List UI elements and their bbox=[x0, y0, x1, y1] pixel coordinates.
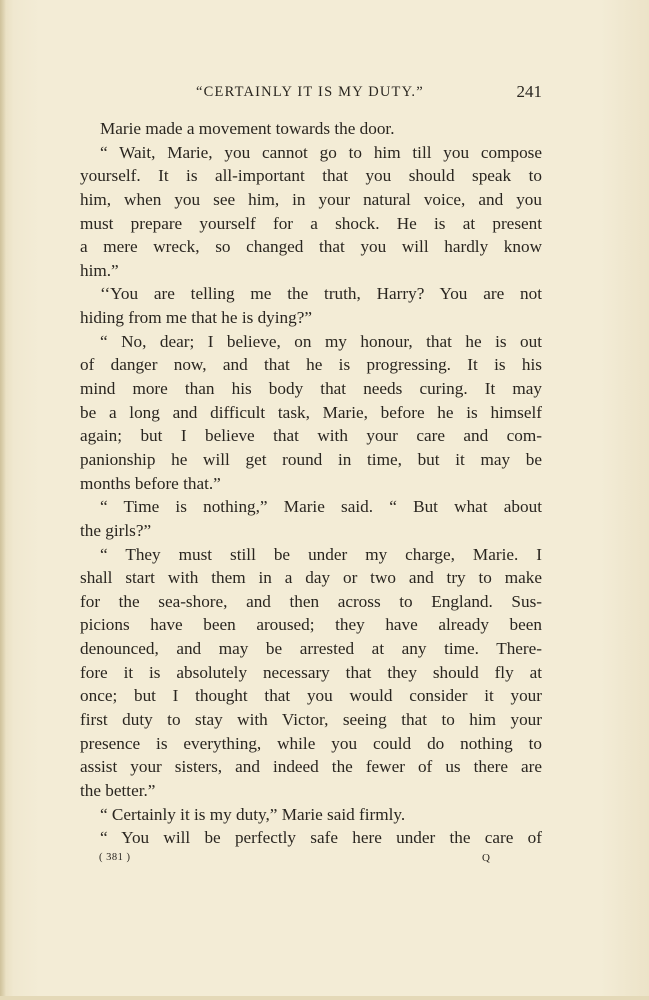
text-line: “ You will be perfectly safe here under the care of bbox=[100, 828, 542, 848]
text-line: for the sea-shore, and then across to England. Sus- bbox=[80, 591, 542, 611]
page-number: 241 bbox=[516, 82, 542, 101]
running-head bbox=[80, 84, 542, 108]
text-line: mind more than his body that needs curing. It may bbox=[80, 379, 542, 399]
text-line: a mere wreck, so changed that you will hardly know bbox=[80, 237, 542, 257]
text-line: first duty to stay with Victor, seeing that to him your bbox=[80, 710, 542, 730]
text-line: “ Time is nothing,” Marie said. “ But what about bbox=[100, 497, 542, 517]
text-line: “ No, dear; I believe, on my honour, that he is out bbox=[100, 331, 542, 351]
text-line: him.” bbox=[80, 260, 119, 280]
text-line: hiding from me that he is dying?” bbox=[80, 308, 312, 328]
text-line: be a long and difficult task, Marie, before he is himself bbox=[80, 402, 542, 422]
text-line: presence is everything, while you could do nothing to bbox=[80, 733, 542, 753]
text-line: shall start with them in a day or two and try to make bbox=[80, 568, 542, 588]
text-line: ‘‘You are telling me the truth, Harry? You are not bbox=[100, 284, 542, 304]
page-bottom-edge bbox=[0, 996, 649, 1000]
text-line: the better.” bbox=[80, 780, 156, 800]
text-line: assist your sisters, and indeed the fewer of us there are bbox=[80, 757, 542, 777]
signature-mark: Q bbox=[482, 852, 490, 864]
binding-edge bbox=[0, 0, 6, 1000]
text-line: again; but I believe that with your care and com- bbox=[80, 426, 542, 446]
text-line: the girls?” bbox=[80, 520, 152, 540]
page-footer bbox=[80, 852, 542, 868]
text-line: Marie made a movement towards the door. bbox=[100, 119, 395, 138]
text-line: of danger now, and that he is progressing. It is his bbox=[80, 355, 542, 375]
text-line: “ Wait, Marie, you cannot go to him till you compose bbox=[100, 142, 542, 162]
printer-signature: ( 381 ) bbox=[99, 852, 131, 863]
text-line: fore it is absolutely necessary that they should fly at bbox=[80, 662, 542, 682]
text-line: months before that.” bbox=[80, 473, 221, 493]
text-line: “ They must still be under my charge, Marie. I bbox=[100, 544, 542, 564]
text-line: must prepare yourself for a shock. He is at present bbox=[80, 213, 542, 233]
text-line: yourself. It is all-important that you should speak to bbox=[80, 166, 542, 186]
text-line: once; but I thought that you would consider it your bbox=[80, 686, 542, 706]
text-line: him, when you see him, in your natural voice, and you bbox=[80, 189, 542, 209]
body-text bbox=[80, 117, 542, 850]
text-line: denounced, and may be arrested at any time. There- bbox=[80, 639, 542, 659]
running-title: “CERTAINLY IT IS MY DUTY.” bbox=[196, 84, 424, 100]
text-line: picions have been aroused; they have already been bbox=[80, 615, 542, 635]
text-line: panionship he will get round in time, but it may be bbox=[80, 449, 542, 469]
text-line: “ Certainly it is my duty,” Marie said firmly. bbox=[100, 804, 406, 824]
